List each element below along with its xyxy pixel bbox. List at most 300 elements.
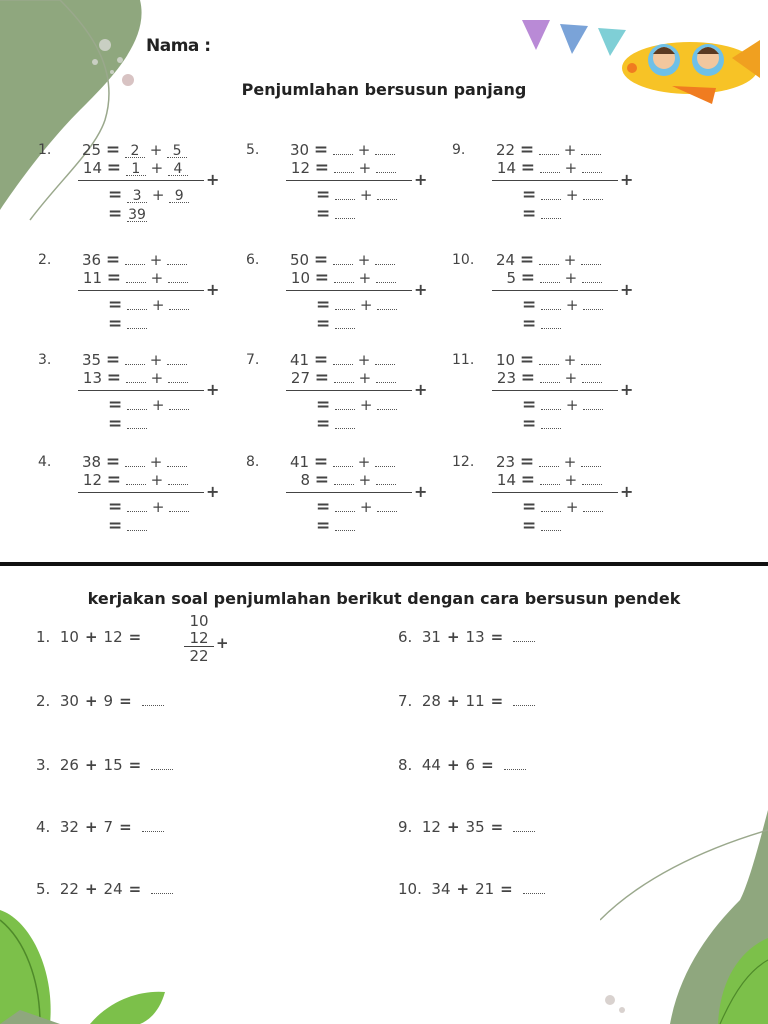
answer-blank[interactable] bbox=[376, 370, 396, 383]
answer-blank[interactable]: 39 bbox=[128, 207, 146, 223]
total-row bbox=[108, 414, 147, 432]
plus-sign: + bbox=[149, 453, 163, 471]
answer-blank[interactable] bbox=[127, 297, 147, 310]
plus-sign: + bbox=[151, 186, 165, 204]
equals-sign: = bbox=[314, 268, 330, 288]
first-number: 35 bbox=[82, 351, 102, 369]
second-number-row bbox=[290, 268, 396, 286]
answer-blank[interactable] bbox=[375, 352, 395, 365]
answer-blank[interactable] bbox=[334, 472, 354, 485]
answer-blank[interactable] bbox=[513, 695, 535, 706]
second-number: 13 bbox=[465, 628, 485, 646]
equals-sign: = bbox=[520, 470, 536, 490]
column-plus-sign: + bbox=[206, 482, 220, 501]
second-number-row bbox=[496, 368, 602, 386]
answer-blank[interactable] bbox=[127, 316, 147, 329]
sum-line bbox=[78, 492, 204, 493]
sum-line bbox=[492, 180, 618, 181]
answer-blank[interactable]: 1 bbox=[126, 163, 146, 176]
answer-blank[interactable] bbox=[127, 416, 147, 429]
column-plus-sign: + bbox=[206, 170, 220, 189]
plus-sign: + bbox=[357, 141, 371, 159]
answer-blank[interactable]: 2 bbox=[125, 145, 145, 158]
first-number-row bbox=[82, 452, 187, 470]
answer-blank[interactable] bbox=[582, 160, 602, 173]
short-addition-problem bbox=[398, 880, 545, 898]
answer-blank[interactable] bbox=[335, 518, 355, 531]
answer-blank[interactable] bbox=[334, 160, 354, 173]
answer-blank[interactable]: 4 bbox=[168, 163, 188, 176]
answer-blank[interactable] bbox=[142, 821, 164, 832]
answer-blank[interactable] bbox=[126, 270, 146, 283]
second-number: 14 bbox=[82, 159, 102, 177]
second-number: 8 bbox=[300, 471, 310, 489]
sum-parts-row bbox=[108, 497, 189, 515]
plus-sign: + bbox=[358, 269, 372, 287]
equals-sign: = bbox=[105, 140, 121, 160]
plus-sign: + bbox=[151, 498, 165, 516]
problem-number: 11. bbox=[452, 352, 475, 368]
answer-blank[interactable] bbox=[377, 297, 397, 310]
answer-blank[interactable]: 5 bbox=[167, 145, 187, 158]
answer-blank[interactable] bbox=[583, 499, 603, 512]
second-number: 6 bbox=[465, 756, 476, 774]
column-plus-sign: + bbox=[206, 280, 220, 299]
problem-number: 6. bbox=[246, 252, 260, 268]
answer-blank[interactable] bbox=[541, 518, 561, 531]
sum-parts-row bbox=[522, 395, 603, 413]
long-addition-problem bbox=[452, 452, 634, 542]
total-row bbox=[316, 314, 355, 332]
first-number-row bbox=[290, 140, 395, 158]
answer-blank[interactable] bbox=[540, 370, 560, 383]
second-number: 24 bbox=[103, 880, 123, 898]
first-number-row bbox=[290, 250, 395, 268]
long-addition-problem bbox=[38, 250, 220, 340]
problem-number: 2. bbox=[38, 252, 52, 268]
answer-blank[interactable] bbox=[581, 454, 601, 467]
equals-sign: = bbox=[522, 295, 537, 315]
sum-parts-row bbox=[108, 185, 189, 203]
sum-parts-row bbox=[316, 497, 397, 515]
plus-sign: + bbox=[563, 251, 577, 269]
first-number-row bbox=[82, 250, 187, 268]
answer-blank[interactable] bbox=[151, 883, 173, 894]
first-number-row bbox=[496, 140, 601, 158]
answer-blank[interactable] bbox=[513, 631, 535, 642]
first-number-row bbox=[290, 452, 395, 470]
answer-blank[interactable] bbox=[541, 316, 561, 329]
second-number-row bbox=[496, 470, 602, 488]
answer-blank[interactable] bbox=[334, 370, 354, 383]
long-addition-problem bbox=[246, 350, 428, 440]
first-number-row bbox=[496, 350, 601, 368]
answer-blank[interactable] bbox=[167, 252, 187, 265]
answer-blank[interactable] bbox=[539, 142, 559, 155]
second-number: 23 bbox=[496, 369, 516, 387]
answer-blank[interactable] bbox=[168, 370, 188, 383]
answer-blank[interactable] bbox=[333, 252, 353, 265]
column-plus-sign: + bbox=[414, 280, 428, 299]
total-row bbox=[316, 414, 355, 432]
equals-sign: = bbox=[316, 314, 331, 334]
second-number-row bbox=[82, 368, 188, 386]
column-plus-sign: + bbox=[620, 482, 634, 501]
column-plus-sign: + bbox=[414, 482, 428, 501]
problem-number: 12. bbox=[452, 454, 475, 470]
equals-sign: = bbox=[520, 368, 536, 388]
equals-sign: = bbox=[522, 204, 537, 224]
second-number: 35 bbox=[465, 818, 485, 836]
answer-blank[interactable] bbox=[541, 187, 561, 200]
first-number: 41 bbox=[290, 351, 310, 369]
answer-blank[interactable] bbox=[127, 499, 147, 512]
total-row bbox=[108, 516, 147, 534]
answer-blank[interactable] bbox=[541, 499, 561, 512]
bottom-left-leaf-decoration bbox=[0, 900, 170, 1024]
sum-line bbox=[286, 290, 412, 291]
answer-blank[interactable] bbox=[376, 160, 396, 173]
first-number: 44 bbox=[421, 756, 441, 774]
equals-sign: = bbox=[522, 497, 537, 517]
equals-sign: = bbox=[108, 185, 123, 205]
answer-blank[interactable] bbox=[167, 454, 187, 467]
answer-blank[interactable] bbox=[541, 206, 561, 219]
first-number-row bbox=[290, 350, 395, 368]
stack-plus-sign: + bbox=[216, 634, 229, 652]
answer-blank[interactable] bbox=[540, 472, 560, 485]
sum-parts-row bbox=[522, 185, 603, 203]
first-number: 30 bbox=[59, 692, 79, 710]
equals-sign: = bbox=[316, 497, 331, 517]
column-plus-sign: + bbox=[206, 380, 220, 399]
total-row bbox=[108, 204, 147, 222]
answer-blank[interactable] bbox=[125, 252, 145, 265]
answer-blank[interactable] bbox=[582, 472, 602, 485]
first-number: 38 bbox=[82, 453, 102, 471]
answer-blank[interactable] bbox=[335, 499, 355, 512]
answer-blank[interactable] bbox=[335, 397, 355, 410]
answer-blank[interactable] bbox=[539, 352, 559, 365]
answer-blank[interactable] bbox=[168, 472, 188, 485]
second-number: 27 bbox=[290, 369, 310, 387]
plus-sign: + bbox=[84, 692, 98, 710]
plus-sign: + bbox=[563, 453, 577, 471]
problem-number: 9. bbox=[452, 142, 466, 158]
short-addition-problem bbox=[36, 756, 173, 774]
answer-blank[interactable] bbox=[581, 142, 601, 155]
answer-blank[interactable] bbox=[376, 270, 396, 283]
answer-blank[interactable] bbox=[335, 206, 355, 219]
second-number: 7 bbox=[103, 818, 114, 836]
answer-blank[interactable] bbox=[333, 142, 353, 155]
first-number-row bbox=[82, 350, 187, 368]
plus-sign: + bbox=[84, 818, 98, 836]
equals-sign: = bbox=[314, 368, 330, 388]
equals-sign: = bbox=[519, 250, 535, 270]
plus-sign: + bbox=[357, 251, 371, 269]
first-number-row bbox=[82, 140, 187, 158]
plus-sign: + bbox=[357, 453, 371, 471]
equals-sign: = bbox=[108, 204, 123, 224]
short-addition-problem bbox=[398, 628, 535, 646]
answer-blank[interactable] bbox=[167, 352, 187, 365]
answer-blank[interactable] bbox=[581, 352, 601, 365]
equals-sign: = bbox=[520, 158, 536, 178]
first-number: 31 bbox=[421, 628, 441, 646]
long-addition-problem bbox=[246, 140, 428, 230]
plus-sign: + bbox=[150, 369, 164, 387]
answer-blank[interactable] bbox=[377, 187, 397, 200]
answer-blank[interactable] bbox=[335, 416, 355, 429]
equals-sign: = bbox=[490, 628, 504, 646]
first-number: 24 bbox=[496, 251, 516, 269]
second-number: 11 bbox=[465, 692, 485, 710]
problem-number: 3. bbox=[38, 352, 52, 368]
total-row bbox=[522, 314, 561, 332]
answer-blank[interactable] bbox=[583, 397, 603, 410]
plus-sign: + bbox=[358, 159, 372, 177]
answer-blank[interactable] bbox=[539, 454, 559, 467]
sum-line bbox=[286, 180, 412, 181]
plus-sign: + bbox=[564, 369, 578, 387]
section-divider bbox=[0, 562, 768, 566]
plus-sign: + bbox=[565, 396, 579, 414]
short-addition-problem bbox=[36, 692, 164, 710]
answer-blank[interactable]: 9 bbox=[169, 190, 189, 203]
answer-blank[interactable] bbox=[125, 454, 145, 467]
equals-sign: = bbox=[108, 295, 123, 315]
second-number: 13 bbox=[82, 369, 102, 387]
answer-blank[interactable] bbox=[169, 397, 189, 410]
equals-sign: = bbox=[481, 756, 494, 774]
second-number: 11 bbox=[82, 269, 102, 287]
answer-blank[interactable] bbox=[127, 518, 147, 531]
answer-blank[interactable] bbox=[541, 297, 561, 310]
answer-blank[interactable] bbox=[582, 370, 602, 383]
plus-sign: + bbox=[149, 251, 163, 269]
bottom-right-leaf-decoration bbox=[600, 810, 768, 1024]
second-number-row bbox=[82, 470, 188, 488]
answer-blank[interactable] bbox=[334, 270, 354, 283]
plus-sign: + bbox=[564, 269, 578, 287]
equals-sign: = bbox=[519, 350, 535, 370]
equals-sign: = bbox=[316, 185, 331, 205]
answer-blank[interactable] bbox=[504, 759, 526, 770]
equals-sign: = bbox=[316, 395, 331, 415]
plus-sign: + bbox=[565, 296, 579, 314]
plus-sign: + bbox=[84, 628, 98, 646]
short-addition-problem bbox=[36, 818, 164, 836]
sum-line bbox=[78, 390, 204, 391]
answer-blank[interactable] bbox=[169, 297, 189, 310]
equals-sign: = bbox=[108, 497, 123, 517]
plus-sign: + bbox=[563, 351, 577, 369]
stack-total: 22 bbox=[189, 647, 209, 665]
answer-blank[interactable] bbox=[333, 454, 353, 467]
answer-blank[interactable] bbox=[375, 252, 395, 265]
plus-sign: + bbox=[359, 296, 373, 314]
answer-blank[interactable] bbox=[126, 370, 146, 383]
second-number: 15 bbox=[103, 756, 123, 774]
second-number-row bbox=[82, 268, 188, 286]
equals-sign: = bbox=[119, 692, 132, 710]
answer-blank[interactable] bbox=[375, 142, 395, 155]
second-number-row bbox=[496, 268, 602, 286]
sum-parts-row bbox=[316, 395, 397, 413]
answer-blank[interactable] bbox=[125, 352, 145, 365]
plus-sign: + bbox=[446, 692, 460, 710]
equals-sign: = bbox=[316, 516, 331, 536]
second-number-row bbox=[496, 158, 602, 176]
answer-blank[interactable] bbox=[539, 252, 559, 265]
problem-number: 5. bbox=[246, 142, 260, 158]
answer-blank[interactable] bbox=[335, 316, 355, 329]
first-number-row bbox=[496, 250, 601, 268]
plus-sign: + bbox=[564, 159, 578, 177]
second-number: 14 bbox=[496, 471, 516, 489]
answer-blank[interactable] bbox=[583, 297, 603, 310]
answer-blank[interactable] bbox=[142, 695, 164, 706]
first-number: 50 bbox=[290, 251, 310, 269]
sum-line bbox=[492, 390, 618, 391]
plus-sign: + bbox=[563, 141, 577, 159]
answer-blank[interactable] bbox=[168, 270, 188, 283]
answer-blank[interactable] bbox=[540, 270, 560, 283]
sum-parts-row bbox=[522, 295, 603, 313]
long-addition-problem bbox=[452, 350, 634, 440]
plus-sign: + bbox=[150, 159, 164, 177]
equals-sign: = bbox=[106, 470, 122, 490]
first-number: 41 bbox=[290, 453, 310, 471]
total-row bbox=[316, 516, 355, 534]
long-addition-problem bbox=[452, 250, 634, 340]
answer-blank[interactable] bbox=[169, 499, 189, 512]
first-number: 30 bbox=[290, 141, 310, 159]
first-number: 23 bbox=[496, 453, 516, 471]
short-addition-problem bbox=[398, 692, 535, 710]
equals-sign: = bbox=[106, 268, 122, 288]
first-number: 22 bbox=[59, 880, 79, 898]
equals-sign: = bbox=[108, 395, 123, 415]
equals-sign: = bbox=[314, 158, 330, 178]
problem-number: 1. bbox=[36, 628, 51, 646]
plus-sign: + bbox=[359, 498, 373, 516]
problem-number: 5. bbox=[36, 880, 51, 898]
plus-sign: + bbox=[565, 498, 579, 516]
plus-sign: + bbox=[84, 880, 98, 898]
column-plus-sign: + bbox=[620, 380, 634, 399]
long-addition-problem bbox=[38, 140, 220, 230]
total-row bbox=[316, 204, 355, 222]
equals-sign: = bbox=[490, 692, 504, 710]
equals-sign: = bbox=[316, 204, 331, 224]
sum-parts-row bbox=[108, 295, 189, 313]
first-number: 26 bbox=[59, 756, 79, 774]
problem-number: 8. bbox=[398, 756, 413, 774]
problem-number: 4. bbox=[36, 818, 51, 836]
equals-sign: = bbox=[105, 350, 121, 370]
second-number: 9 bbox=[103, 692, 114, 710]
stack-top: 10 bbox=[189, 612, 209, 630]
equals-sign: = bbox=[313, 452, 329, 472]
answer-blank[interactable] bbox=[523, 883, 545, 894]
sum-parts-row bbox=[316, 295, 397, 313]
long-addition-problem bbox=[452, 140, 634, 230]
answer-blank[interactable] bbox=[582, 270, 602, 283]
answer-blank[interactable] bbox=[333, 352, 353, 365]
plus-sign: + bbox=[84, 756, 98, 774]
total-row bbox=[522, 414, 561, 432]
answer-blank[interactable] bbox=[335, 187, 355, 200]
plus-sign: + bbox=[446, 818, 460, 836]
equals-sign: = bbox=[520, 268, 536, 288]
problem-number: 1. bbox=[38, 142, 52, 158]
answer-blank[interactable] bbox=[581, 252, 601, 265]
sum-line bbox=[286, 390, 412, 391]
answer-blank[interactable] bbox=[127, 397, 147, 410]
first-number: 34 bbox=[431, 880, 451, 898]
plus-sign: + bbox=[456, 880, 470, 898]
problem-number: 8. bbox=[246, 454, 260, 470]
answer-blank[interactable] bbox=[335, 297, 355, 310]
sum-line bbox=[286, 492, 412, 493]
plus-sign: + bbox=[151, 396, 165, 414]
plus-sign: + bbox=[149, 141, 163, 159]
second-number: 10 bbox=[290, 269, 310, 287]
sum-parts-row bbox=[316, 185, 397, 203]
answer-blank[interactable] bbox=[541, 397, 561, 410]
plus-sign: + bbox=[151, 296, 165, 314]
equals-sign: = bbox=[490, 818, 504, 836]
short-addition-problem bbox=[398, 756, 526, 774]
answer-blank[interactable] bbox=[513, 821, 535, 832]
answer-blank[interactable] bbox=[377, 397, 397, 410]
first-number: 25 bbox=[82, 141, 102, 159]
problem-number: 10. bbox=[398, 880, 422, 898]
answer-blank[interactable] bbox=[377, 499, 397, 512]
problem-number: 6. bbox=[398, 628, 413, 646]
problem-number: 7. bbox=[246, 352, 260, 368]
equals-sign: = bbox=[108, 414, 123, 434]
equals-sign: = bbox=[106, 368, 122, 388]
plus-sign: + bbox=[149, 351, 163, 369]
answer-blank[interactable]: 3 bbox=[127, 190, 147, 203]
plus-sign: + bbox=[446, 756, 460, 774]
equals-sign: = bbox=[500, 880, 513, 898]
plus-sign: + bbox=[358, 471, 372, 489]
answer-blank[interactable] bbox=[541, 416, 561, 429]
answer-blank[interactable] bbox=[583, 187, 603, 200]
equals-sign: = bbox=[314, 470, 330, 490]
answer-blank[interactable] bbox=[151, 759, 173, 770]
long-addition-problem bbox=[38, 350, 220, 440]
answer-blank[interactable] bbox=[375, 454, 395, 467]
equals-sign: = bbox=[128, 628, 142, 646]
plus-sign: + bbox=[359, 396, 373, 414]
answer-blank[interactable] bbox=[126, 472, 146, 485]
second-number-row bbox=[290, 470, 396, 488]
plus-sign: + bbox=[150, 269, 164, 287]
equals-sign: = bbox=[313, 350, 329, 370]
long-addition-problem bbox=[246, 452, 428, 542]
plus-sign: + bbox=[565, 186, 579, 204]
answer-blank[interactable] bbox=[376, 472, 396, 485]
sum-parts-row bbox=[522, 497, 603, 515]
answer-blank[interactable] bbox=[540, 160, 560, 173]
short-addition-problem bbox=[36, 880, 173, 898]
long-addition-problem bbox=[38, 452, 220, 542]
